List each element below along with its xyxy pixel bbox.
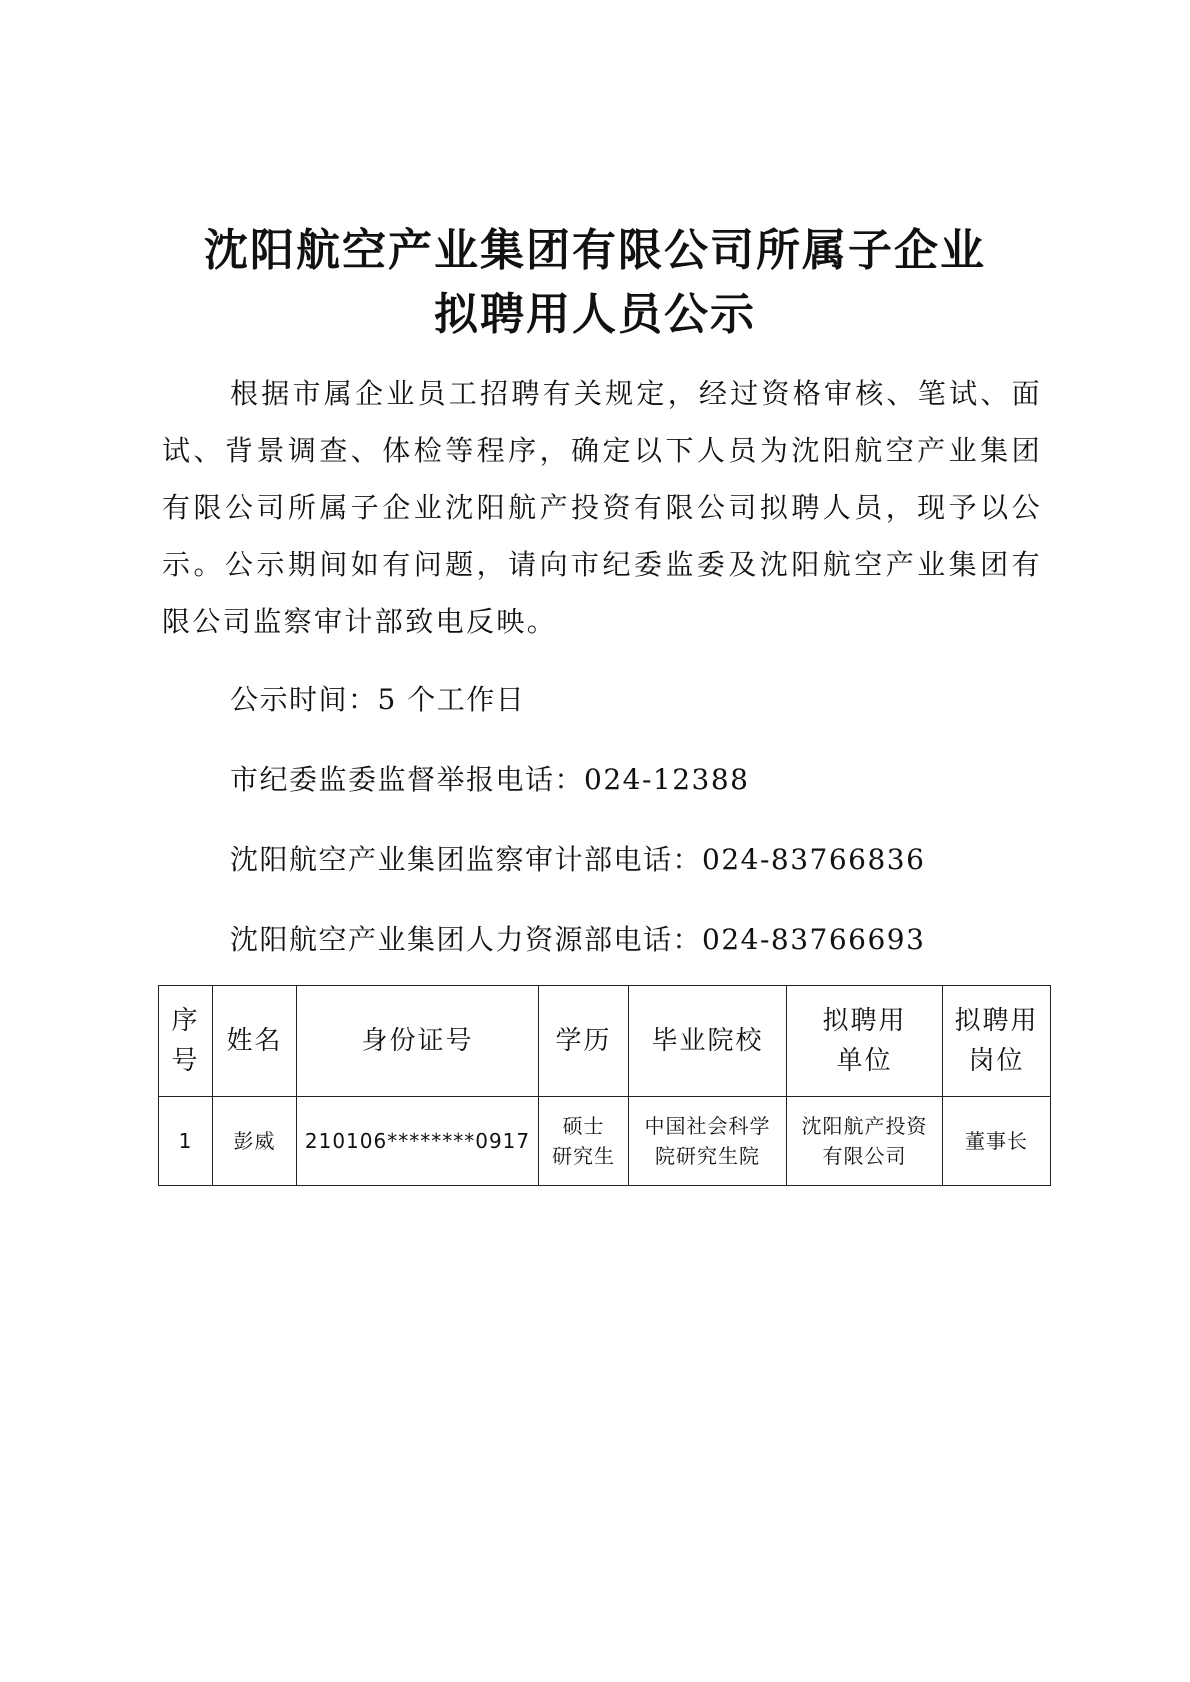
cell-name: 彭威: [213, 1097, 297, 1186]
cell-id-number: 210106********0917: [297, 1097, 539, 1186]
publicity-period: 公示时间：5 个工作日: [230, 683, 526, 716]
hr-dept-phone: 沈阳航空产业集团人力资源部电话：024-83766693: [230, 923, 926, 956]
cell-unit: [787, 1097, 943, 1186]
header-education: 学历: [539, 986, 629, 1097]
header-post-line-2: 岗位: [968, 1046, 1025, 1076]
cell-school-line-1: 中国社会科学: [644, 1114, 771, 1138]
header-post-line-1: 拟聘用: [954, 1006, 1039, 1036]
cell-unit-line-1: 沈阳航产投资: [801, 1114, 928, 1138]
document-title-line-2: 拟聘用人员公示: [434, 289, 756, 340]
audit-dept-phone: 沈阳航空产业集团监察审计部电话：024-83766836: [230, 843, 926, 876]
header-id-number: 身份证号: [297, 986, 539, 1097]
cell-post: 董事长: [943, 1097, 1051, 1186]
header-unit-line-1: 拟聘用: [822, 1006, 907, 1036]
header-seq-line-2: 号: [171, 1046, 200, 1076]
document-title-line-1: 沈阳航空产业集团有限公司所属子企业: [204, 225, 986, 276]
announcement-paragraph: 根据市属企业员工招聘有关规定，经过资格审核、笔试、面试、背景调查、体检等程序，确定以下人员为沈阳航空产业集团有限公司所属子企业沈阳航产投资有限公司拟聘人员，现予以公示。公示期间如有问题，请向市纪委监委及沈阳航空产业集团有限公司监察审计部致电反映。: [162, 377, 1042, 638]
cell-seq: 1: [159, 1097, 213, 1186]
header-name: 姓名: [213, 986, 297, 1097]
cell-school: [629, 1097, 787, 1186]
header-unit: [787, 986, 943, 1097]
cell-education-line-1: 硕士: [562, 1114, 605, 1138]
header-post: [943, 986, 1051, 1097]
cell-unit-line-2: 有限公司: [822, 1144, 907, 1168]
discipline-hotline: 市纪委监委监督举报电话：024-12388: [230, 763, 750, 796]
cell-education: [539, 1097, 629, 1186]
cell-education-line-2: 研究生: [552, 1144, 615, 1168]
table-header-row: [159, 986, 1051, 1097]
header-seq: [159, 986, 213, 1097]
header-unit-line-2: 单位: [836, 1046, 893, 1076]
cell-school-line-2: 院研究生院: [655, 1144, 760, 1168]
header-seq-line-1: 序: [171, 1006, 200, 1036]
candidate-table: [158, 985, 1051, 1186]
header-school: 毕业院校: [629, 986, 787, 1097]
table-row: [159, 1097, 1051, 1186]
